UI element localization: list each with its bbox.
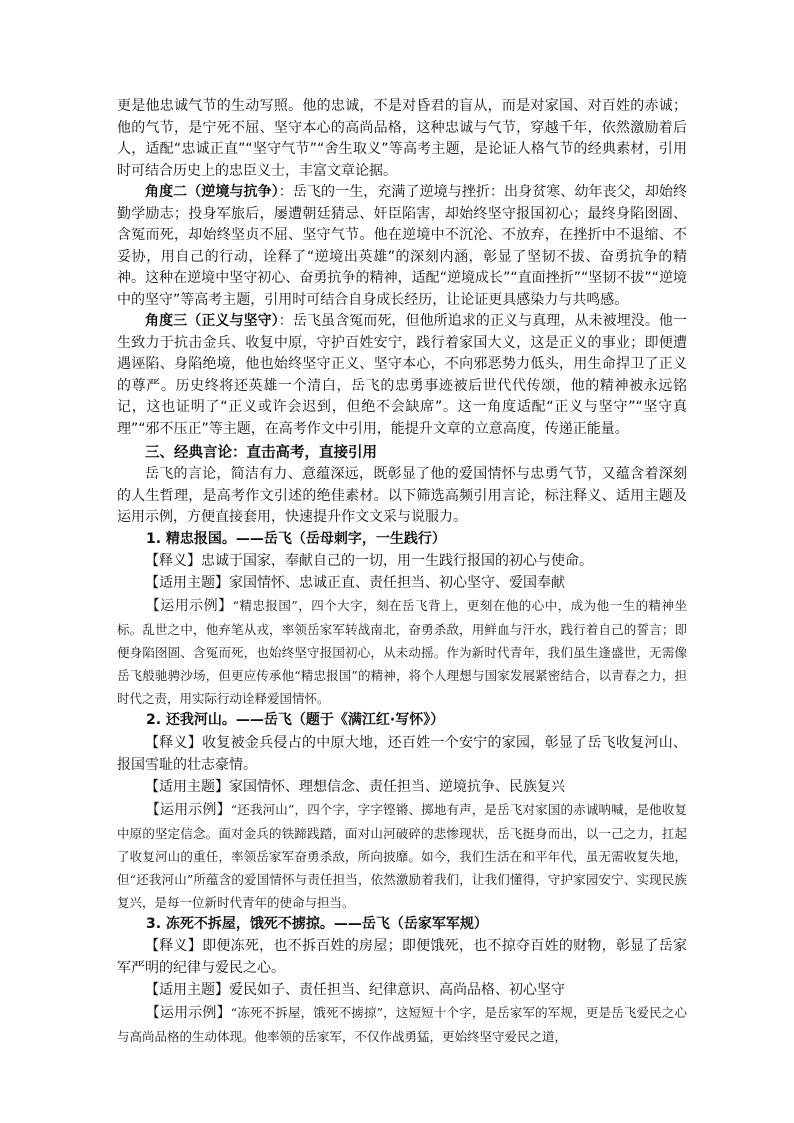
angle-two-paragraph: [117, 182, 687, 311]
quote-themes: 【适用主题】家国情怀、理想信念、责任担当、逆境抗争、民族复兴: [145, 778, 565, 795]
quote-example-label: 【运用示例】: [145, 1005, 231, 1021]
quote-example: [117, 594, 687, 710]
quote-heading: 3. 冻死不拆屋，饿死不掳掠。——岳飞（岳家军军规）: [146, 915, 488, 932]
section-three-intro: 岳飞的言论，简洁有力、意蕴深远，既彰显了他的爱国情怀与忠勇气节，又蕴含着深刻的人生哲理，是高考作文引述的绝佳素材。以下筛选高频引用言论，标注释义、适用主题及运用示例，方便直接套用，快速提升作文文采与说服力。: [117, 466, 687, 525]
section-three-heading: 三、经典言论：直击高考，直接引用: [145, 445, 377, 461]
quote-example-label: 【运用示例】: [145, 598, 233, 614]
quote-example-text: “冻死不拆屋，饿死不掳掠”，这短短十个字，是岳家军的军规，更是岳飞爱民之心与高尚品格的生动体现。他率领的岳家军，不仅作战勇猛，更始终坚守爱民之道，: [117, 1005, 687, 1044]
continued-paragraph: 更是他忠诚气节的生动写照。他的忠诚，不是对昏君的盲从，而是对家国、对百姓的赤诚；他的气节，是宁死不屈、坚守本心的高尚品格，这种忠诚与气节，穿越千年，依然激励着后人，适配“忠诚正直”“坚守气节”“舍生取义”等高考主题，是论证人格气节的经典素材，引用时可结合历史上的忠臣义士，丰富文章论据。: [117, 98, 687, 179]
quote-meaning: 【释义】忠诚于国家，奉献自己的一切，用一生践行报国的初心与使命。: [145, 553, 593, 569]
quote-example-label: 【运用示例】: [145, 801, 231, 818]
quote-item: [117, 710, 687, 914]
angle-three-body: ：岳飞虽含冤而死，但他所追求的正义与真理，从未被埋没。他一生致力于抗击金兵、收复中原，守护百姓安宁，践行着家国大义，这是正义的事业；即便遭遇诬陷、身陷绝境，他也始终坚守正义、坚守本心，不向邪恶势力低头，用生命捍卫了正义的尊严。历史终将还英雄一个清白，岳飞的忠勇事迹被后世代代传颂，他的精神被永远铭记，这也证明了“正义或许会迟到，但绝不会缺席”。这一角度适配“正义与坚守”“坚守真理”“邪不压正”等主题，在高考作文中引用，能提升文章的立意高度，传递正能量。: [117, 313, 688, 437]
quote-heading: 1. 精忠报国。——岳飞（岳母刺字，一生践行）: [146, 530, 446, 547]
quote-example: [117, 1001, 687, 1048]
quote-meaning: 【释义】即便冻死，也不拆百姓的房屋；即便饿死，也不掠夺百姓的财物，彰显了岳家军严明的纪律与爱民之心。: [117, 938, 687, 976]
quote-item: [117, 529, 687, 711]
angle-three-paragraph: [117, 311, 687, 440]
quote-item: [117, 914, 687, 1049]
quote-themes: 【适用主题】家国情怀、忠诚正直、责任担当、初心坚守、爱国奉献: [145, 575, 565, 591]
quote-themes: 【适用主题】爱民如子、责任担当、纪律意识、高尚品格、初心坚守: [145, 982, 565, 998]
quote-meaning: 【释义】收复被金兵侵占的中原大地，还百姓一个安宁的家园，彰显了岳飞收复河山、报国雪耻的壮志豪情。: [117, 734, 687, 773]
angle-two-body: ：岳飞的一生，充满了逆境与挫折：出身贫寒、幼年丧父，却始终勤学励志；投身军旅后，屡遭朝廷猜忌、奸臣陷害，却始终坚守报国初心；最终身陷囹圄、含冤而死，却始终坚贞不屈、坚守气节。他在逆境中不沉沦、不放弃，在挫折中不退缩、不妥协，用自己的行动，诠释了“逆境出英雄”的深刻内涵，彰显了坚韧不拔、奋勇抗争的精神。这种在逆境中坚守初心、奋勇抗争的精神，适配“逆境成长”“直面挫折”“坚韧不拔”“逆境中的坚守”等高考主题，引用时可结合自身成长经历，让论证更具感染力与共鸣感。: [117, 184, 688, 308]
quote-example: [117, 798, 687, 914]
angle-two-title: 角度二（逆境与抗争）: [145, 184, 279, 200]
quote-heading: 2. 还我河山。——岳飞（题于《满江红·写怀》）: [146, 712, 445, 728]
angle-three-title: 角度三（正义与坚守）: [145, 313, 279, 329]
document-page: [117, 96, 687, 1048]
quote-example-text: “还我河山”，四个字，字字铿锵、掷地有声，是岳飞对家国的赤诚呐喊，是他收复中原的坚定信念。面对金兵的铁蹄践踏，面对山河破碎的悲惨现状，岳飞挺身而出，以一己之力，扛起了收复河山的重任，率领岳家军奋勇杀敌，所向披靡。如今，我们生活在和平年代，虽无需收复失地，但“还我河山”所蕴含的爱国情怀与责任担当，依然激励着我们，让我们懂得，守护家园安宁、实现民族复兴，是每一位新时代青年的使命与担当。: [117, 801, 687, 910]
quote-example-text: “精忠报国”，四个大字，刻在岳飞背上，更刻在他的心中，成为他一生的精神坐标。乱世之中，他弃笔从戎，率领岳家军转战南北，奋勇杀敌，用鲜血与汗水，践行着自己的誓言；即便身陷囹圄、含冤而死，也始终坚守报国初心，从未动摇。作为新时代青年，我们虽生逢盛世，无需像岳飞般驰骋沙场，但更应传承他“精忠报国”的精神，将个人理想与国家发展紧密结合，以青春之力，担时代之责，用实际行动诠释爱国情怀。: [117, 598, 687, 706]
